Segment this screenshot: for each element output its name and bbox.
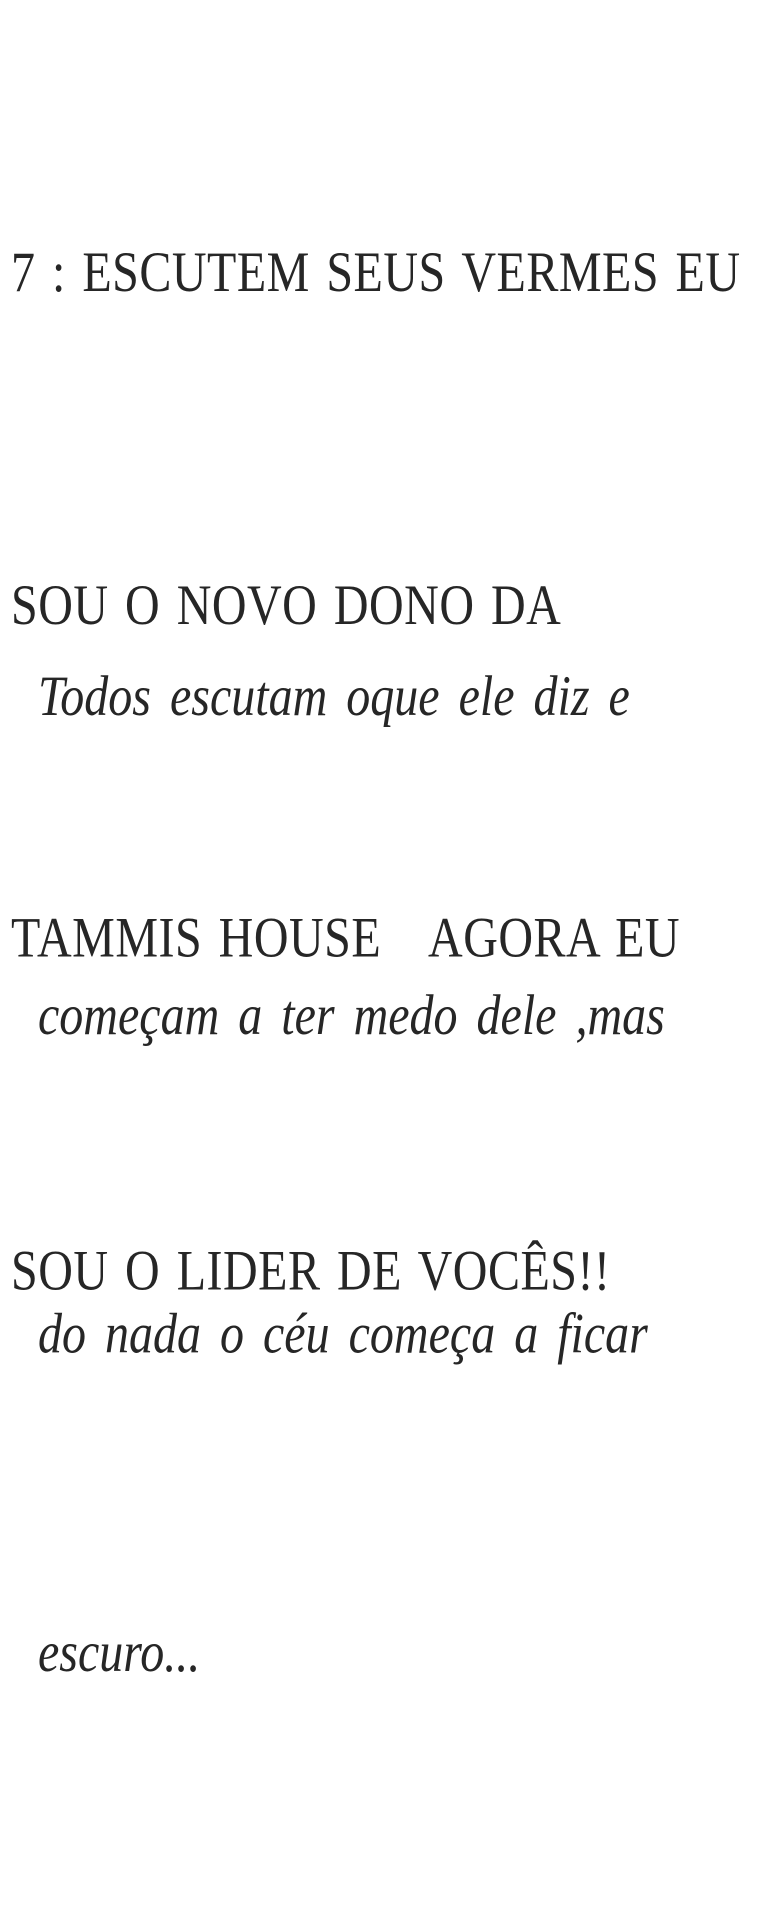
dialogue-line-4: SOU O LIDER DE VOCÊS!! [11,1239,611,1303]
dialogue-line-3: TAMMIS HOUSE AGORA EU [11,906,681,970]
narration-line-3: do nada o céu começa a ficar [38,1302,648,1366]
dialogue-line-1: 7 : ESCUTEM SEUS VERMES EU [11,241,741,304]
dialogue-line-2: SOU O NOVO DONO DA [11,574,562,637]
narration-line-4: escuro... [38,1621,201,1684]
narration-line-1: Todos escutam oque ele diz e [38,665,630,729]
narration-line-2: começam a ter medo dele ,mas [38,984,665,1047]
narration-block [38,432,665,1919]
